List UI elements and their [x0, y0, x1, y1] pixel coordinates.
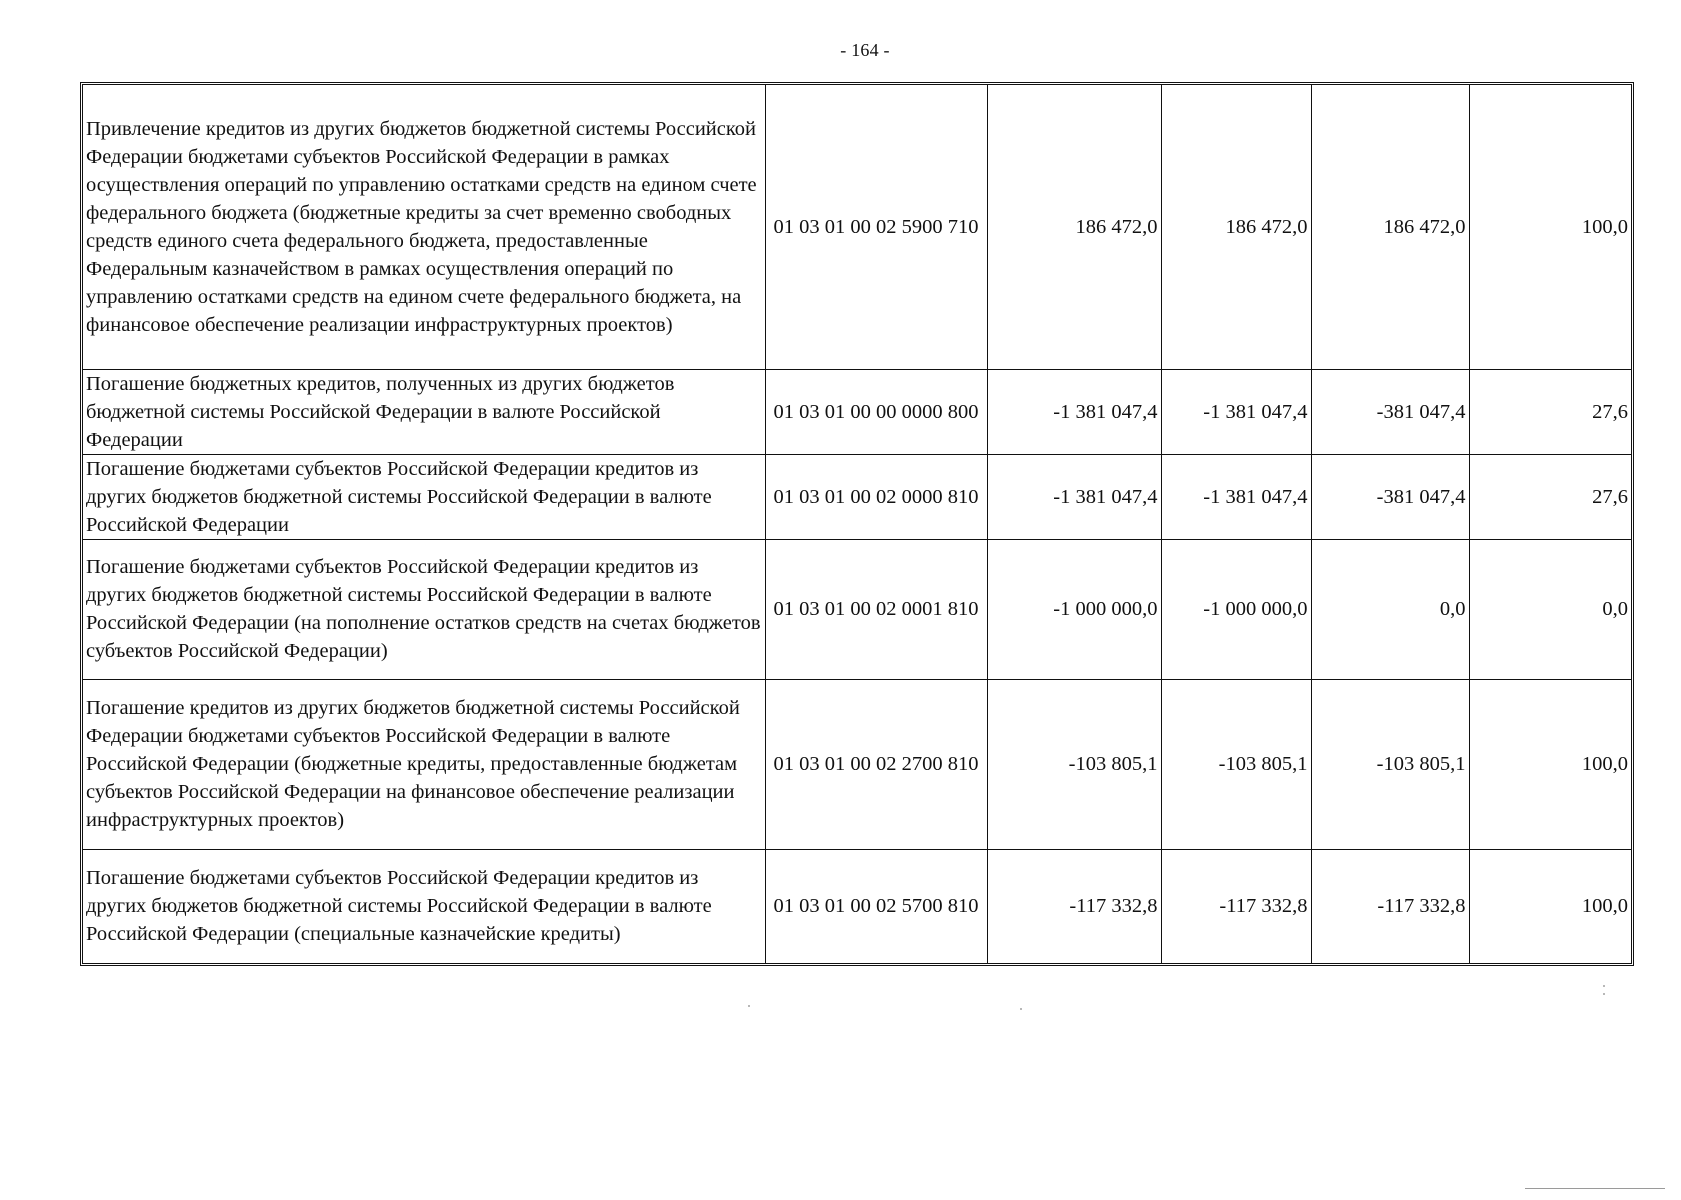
table-row	[83, 85, 1631, 369]
row-value-1: -1 000 000,0	[987, 539, 1161, 679]
row-value-1: -117 332,8	[987, 849, 1161, 963]
page-number: - 164 -	[840, 40, 890, 60]
budget-table-frame	[80, 82, 1634, 966]
row-budget-code: 01 03 01 00 02 5900 710	[765, 85, 987, 369]
row-description: Погашение бюджетами субъектов Российской Федерации кредитов из других бюджетов бюджетной системы Российской Федерации в валюте Российской Федерации (на пополнение остатков средств на счетах бюджетов субъектов Российской Федерации)	[83, 539, 765, 679]
row-value-2: -1 000 000,0	[1161, 539, 1311, 679]
row-budget-code: 01 03 01 00 02 5700 810	[765, 849, 987, 963]
row-value-2: -117 332,8	[1161, 849, 1311, 963]
row-value-3: -381 047,4	[1311, 454, 1469, 539]
row-budget-code: 01 03 01 00 02 2700 810	[765, 679, 987, 849]
table-row	[83, 679, 1631, 849]
row-value-2: 186 472,0	[1161, 85, 1311, 369]
row-value-1: 186 472,0	[987, 85, 1161, 369]
scan-edge-line	[1525, 1188, 1665, 1189]
scan-speck	[1020, 1008, 1022, 1010]
row-value-3: 186 472,0	[1311, 85, 1469, 369]
row-description: Погашение бюджетных кредитов, полученных из других бюджетов бюджетной системы Российской Федерации в валюте Российской Федерации	[83, 369, 765, 454]
row-percent: 100,0	[1469, 85, 1631, 369]
row-value-2: -1 381 047,4	[1161, 369, 1311, 454]
row-value-2: -103 805,1	[1161, 679, 1311, 849]
row-value-3: -117 332,8	[1311, 849, 1469, 963]
row-budget-code: 01 03 01 00 02 0000 810	[765, 454, 987, 539]
table-row	[83, 849, 1631, 963]
row-budget-code: 01 03 01 00 02 0001 810	[765, 539, 987, 679]
table-row	[83, 454, 1631, 539]
table-row	[83, 539, 1631, 679]
table-row	[83, 369, 1631, 454]
scan-speck	[1603, 993, 1605, 995]
row-description: Привлечение кредитов из других бюджетов бюджетной системы Российской Федерации бюджетами субъектов Российской Федерации в рамках осуществления операций по управлению остатками средств на едином счете федерального бюджета (бюджетные кредиты за счет временно свободных средств единого счета федерального бюджета, предоставленные Федеральным казначейством в рамках осуществления операций по управлению остатками средств на едином счете федерального бюджета, на финансовое обеспечение реализации инфраструктурных проектов)	[83, 85, 765, 369]
row-percent: 100,0	[1469, 679, 1631, 849]
row-value-3: 0,0	[1311, 539, 1469, 679]
row-percent: 27,6	[1469, 369, 1631, 454]
row-value-2: -1 381 047,4	[1161, 454, 1311, 539]
row-value-3: -381 047,4	[1311, 369, 1469, 454]
scan-speck	[1603, 985, 1605, 987]
scan-speck	[748, 1005, 750, 1007]
row-value-1: -1 381 047,4	[987, 369, 1161, 454]
row-description: Погашение бюджетами субъектов Российской Федерации кредитов из других бюджетов бюджетной системы Российской Федерации в валюте Российской Федерации (специальные казначейские кредиты)	[83, 849, 765, 963]
row-percent: 0,0	[1469, 539, 1631, 679]
row-value-1: -103 805,1	[987, 679, 1161, 849]
row-percent: 27,6	[1469, 454, 1631, 539]
row-value-3: -103 805,1	[1311, 679, 1469, 849]
row-description: Погашение кредитов из других бюджетов бюджетной системы Российской Федерации бюджетами субъектов Российской Федерации в валюте Российской Федерации (бюджетные кредиты, предоставленные бюджетам субъектов Российской Федерации на финансовое обеспечение реализации инфраструктурных проектов)	[83, 679, 765, 849]
row-description: Погашение бюджетами субъектов Российской Федерации кредитов из других бюджетов бюджетной системы Российской Федерации в валюте Российской Федерации	[83, 454, 765, 539]
row-budget-code: 01 03 01 00 00 0000 800	[765, 369, 987, 454]
row-percent: 100,0	[1469, 849, 1631, 963]
row-value-1: -1 381 047,4	[987, 454, 1161, 539]
budget-table	[83, 85, 1631, 963]
